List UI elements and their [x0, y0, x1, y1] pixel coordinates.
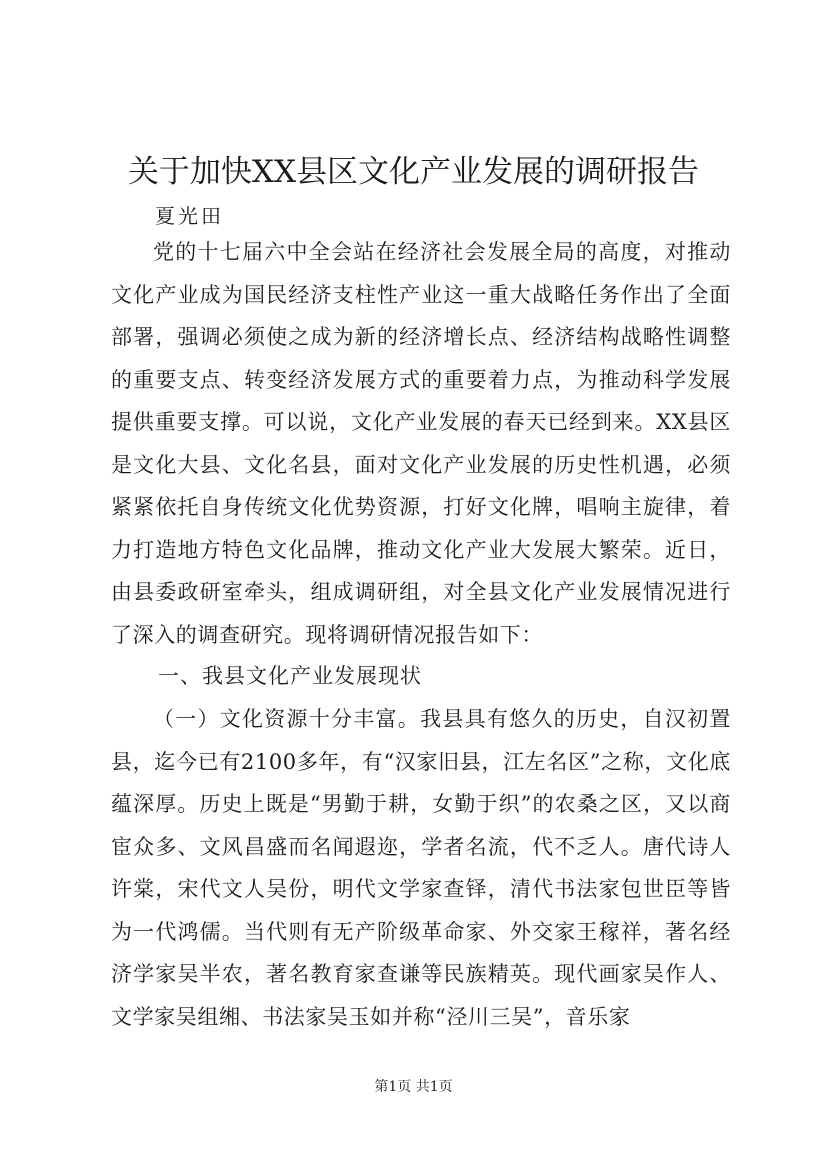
- document-title: 关于加快XX县区文化产业发展的调研报告: [127, 154, 700, 190]
- body-paragraph-intro: 党的十七届六中全会站在经济社会发展全局的高度，对推动文化产业成为国民经济支柱性产业这一重大战略任务作出了全面部署，强调必须使之成为新的经济增长点、经济结构战略性调整的重要支点、转变经济发展方式的重要着力点，为推动科学发展提供重要支撑。可以说，文化产业发展的春天已经到来。XX县区是文化大县、文化名县，面对文化产业发展的历史性机遇，必须紧紧依托自身传统文化优势资源，打好文化牌，唱响主旋律，着力打造地方特色文化品牌，推动文化产业大发展大繁荣。近日，由县委政研室牵头，组成调研组，对全县文化产业发展情况进行了深入的调查研究。现将调研情况报告如下：: [111, 240, 731, 647]
- section-heading: 一、我县文化产业发展现状: [158, 664, 422, 688]
- author-name: 夏光田: [155, 204, 224, 228]
- body-paragraph-resources: （一）文化资源十分丰富。我县具有悠久的历史，自汉初置县，迄今已有2100多年，有“汉家旧县，江左名区”之称，文化底蕴深厚。历史上既是“男勤于耕，女勤于织”的农桑之区，又以商宦众多、文风昌盛而名闻遐迩，学者名流，代不乏人。唐代诗人许棠，宋代文人吴份，明代文学家查铎，清代书法家包世臣等皆为一代鸿儒。当代则有无产阶级革命家、外交家王稼祥，著名经济学家吴半农，著名教育家查谦等民族精英。现代画家吴作人、文学家吴组缃、书法家吴玉如并称“泾川三吴”，音乐家: [111, 707, 731, 1029]
- page-footer: 第1页 共1页: [374, 1079, 453, 1095]
